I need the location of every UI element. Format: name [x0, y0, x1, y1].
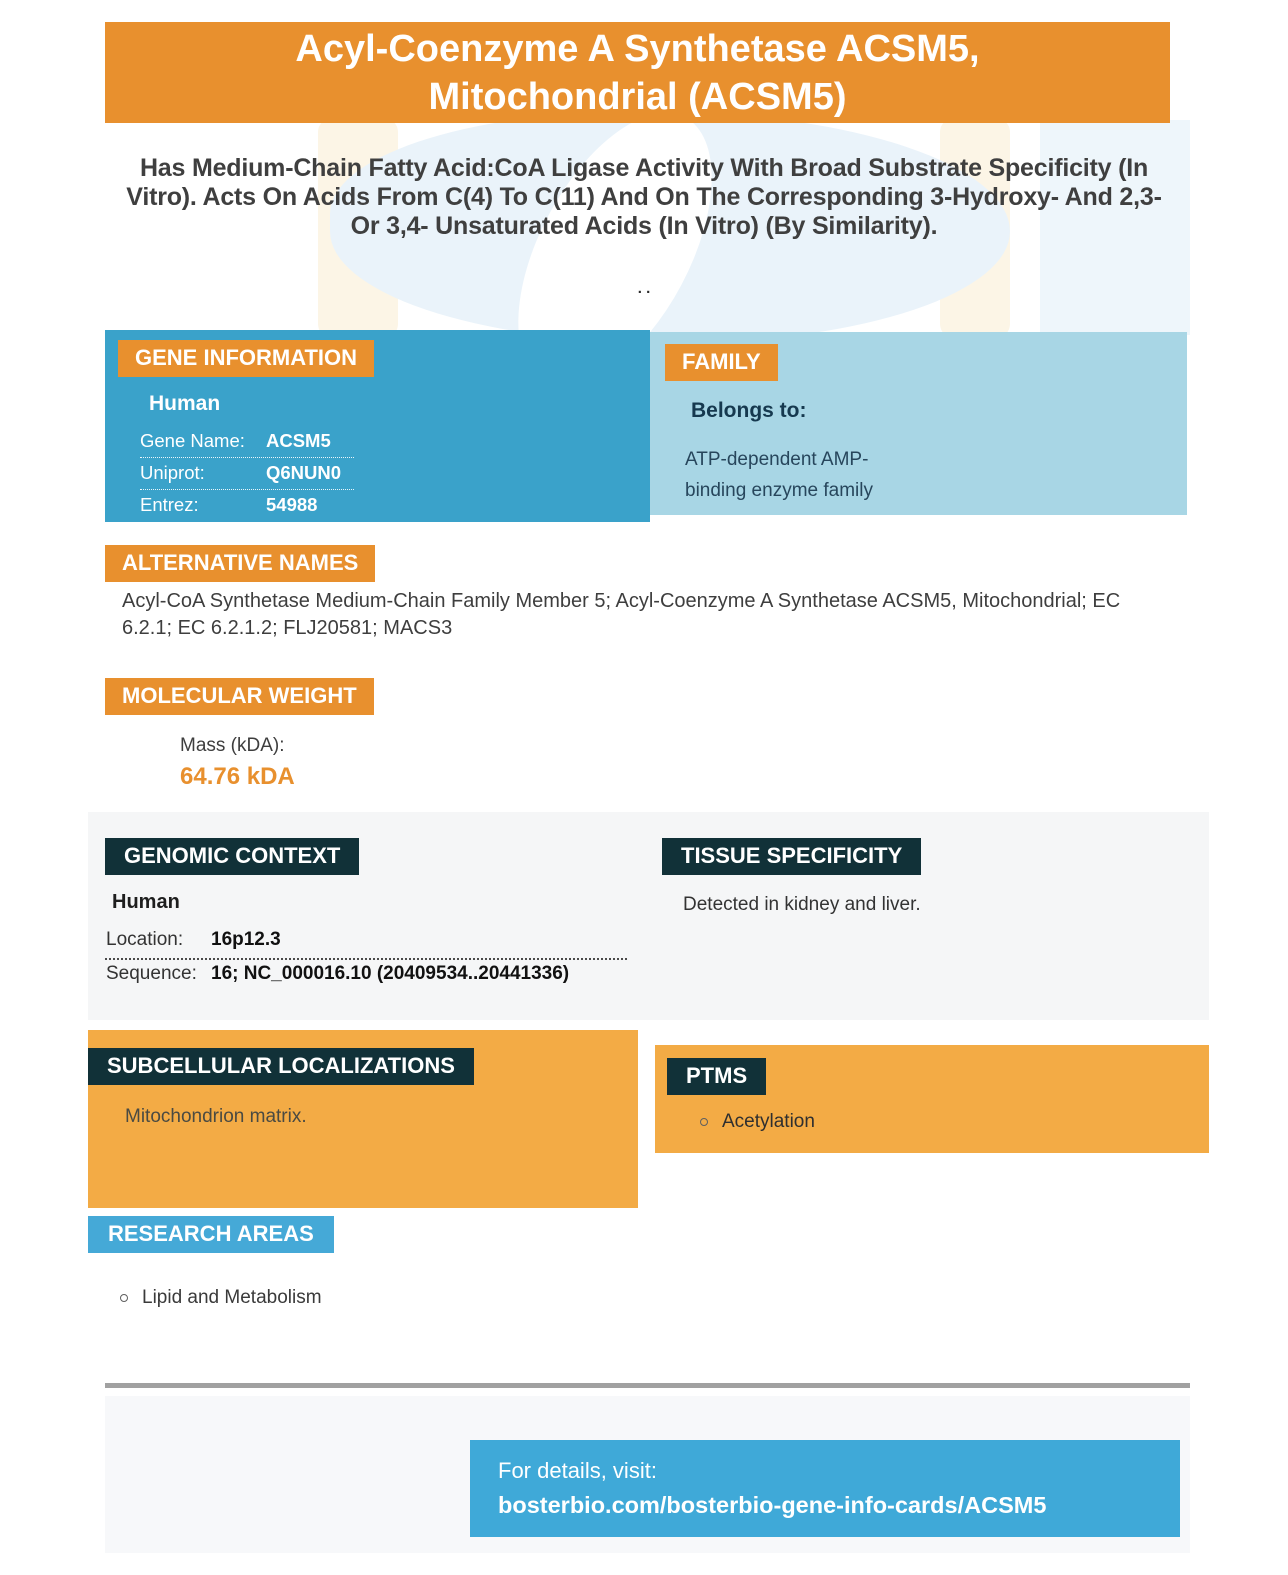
table-row: [140, 426, 354, 458]
family-value-line1: ATP-dependent AMP-: [685, 449, 869, 470]
tissue-specificity-heading: TISSUE SPECIFICITY: [662, 838, 921, 875]
footer-divider: [105, 1383, 1190, 1388]
genomic-context-panel: [88, 812, 1209, 1020]
family-box: [650, 332, 1187, 515]
family-value-line2: binding enzyme family: [685, 480, 873, 501]
subcellular-localizations-box: [88, 1030, 638, 1208]
research-area-text: Lipid and Metabolism: [142, 1287, 322, 1308]
sequence-label: Sequence:: [106, 963, 197, 984]
subcellular-localizations-text: Mitochondrion matrix.: [125, 1106, 307, 1127]
page-title-line1: Acyl-Coenzyme A Synthetase ACSM5,: [295, 27, 980, 70]
uniprot-value: Q6NUN0: [266, 462, 342, 483]
details-prompt: For details, visit:: [498, 1458, 657, 1483]
family-value: [685, 444, 873, 506]
gene-species: Human: [149, 392, 221, 415]
mass-value: 64.76 kDA: [180, 763, 295, 790]
details-url-link[interactable]: bosterbio.com/bosterbio-gene-info-cards/ACSM5: [498, 1492, 1047, 1518]
table-row: [140, 490, 354, 521]
dotted-divider: [105, 958, 627, 960]
location-value: 16p12.3: [211, 929, 281, 950]
gene-info-table: [140, 426, 354, 521]
ptms-box: [655, 1045, 1209, 1153]
family-belongs-label: Belongs to:: [691, 399, 807, 422]
research-areas-heading: RESEARCH AREAS: [88, 1216, 334, 1253]
list-item: [700, 1111, 815, 1133]
ptms-item-text: Acetylation: [722, 1111, 815, 1132]
separator-dots: . .: [637, 280, 651, 297]
mass-label: Mass (kDA):: [180, 735, 285, 756]
subcellular-localizations-heading: SUBCELLULAR LOCALIZATIONS: [88, 1048, 474, 1085]
gene-information-box: [105, 330, 650, 522]
title-banner: [105, 22, 1170, 123]
genomic-context-heading: GENOMIC CONTEXT: [105, 838, 359, 875]
gene-name-value: ACSM5: [266, 430, 331, 451]
uniprot-label: Uniprot:: [140, 462, 205, 483]
table-row: [140, 458, 354, 490]
sequence-value: 16; NC_000016.10 (20409534..20441336): [211, 963, 570, 984]
molecular-weight-heading: MOLECULAR WEIGHT: [105, 678, 374, 715]
location-label: Location:: [106, 929, 184, 950]
entrez-value: 54988: [266, 494, 318, 515]
circle-bullet-icon: [700, 1118, 708, 1126]
list-item: [120, 1287, 322, 1309]
circle-bullet-icon: [120, 1294, 128, 1302]
details-box: [470, 1440, 1180, 1537]
genomic-species: Human: [112, 891, 180, 913]
family-heading: FAMILY: [665, 344, 778, 381]
gene-description: Has Medium-Chain Fatty Acid:CoA Ligase Activity With Broad Substrate Specificity (In Vitro). Acts On Acids From C(4) To C(11) And On The Corresponding 3-Hydroxy- And 2,3- Or 3,4- Unsaturated Acids (In Vitro) (By Similarity).: [126, 154, 1162, 240]
alternative-names-text: Acyl-CoA Synthetase Medium-Chain Family Member 5; Acyl-Coenzyme A Synthetase ACSM5, Mitochondrial; EC 6.2.1; EC 6.2.1.2; FLJ20581; MACS3: [122, 590, 1121, 639]
sequence-row: [106, 963, 569, 985]
alternative-names-heading: ALTERNATIVE NAMES: [105, 545, 375, 582]
location-row: [106, 929, 281, 951]
page-title-line2: Mitochondrial (ACSM5): [428, 75, 847, 118]
gene-name-label: Gene Name:: [140, 430, 245, 451]
tissue-specificity-text: Detected in kidney and liver.: [683, 894, 921, 915]
gene-information-heading: GENE INFORMATION: [118, 340, 374, 377]
ptms-heading: PTMS: [667, 1058, 766, 1095]
entrez-label: Entrez:: [140, 494, 199, 515]
